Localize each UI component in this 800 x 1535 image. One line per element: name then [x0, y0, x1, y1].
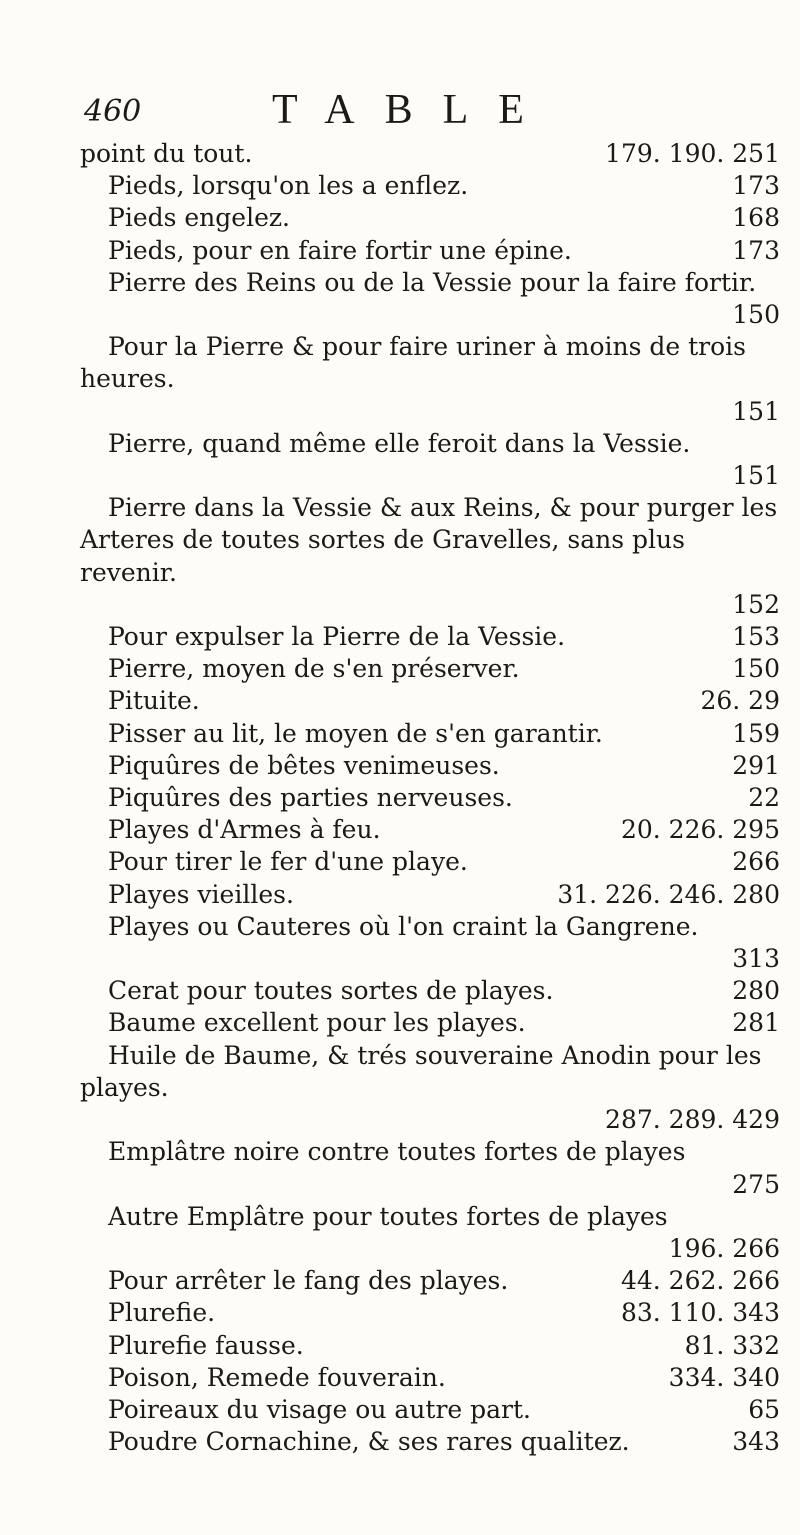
entry-text: Pour arrêter le fang des playes.	[108, 1266, 509, 1296]
entry-pages: 151	[732, 396, 780, 426]
entry-text: Pierre dans la Vessie & aux Reins, & pour purger les Arteres de toutes sortes de Gravelles, sans plus revenir.	[80, 493, 778, 587]
entry-pages: 196. 266	[668, 1233, 780, 1263]
entry-text: Playes vieilles.	[108, 879, 294, 909]
index-entry	[80, 235, 780, 267]
index-entry	[80, 653, 780, 685]
entry-text: Cerat pour toutes sortes de playes.	[108, 976, 554, 1006]
index-entry	[80, 492, 780, 621]
index-entry	[80, 267, 780, 331]
entry-text: Playes d'Armes à feu.	[108, 815, 381, 845]
entry-pages: 168	[732, 203, 780, 233]
entry-pages: 152	[732, 589, 780, 619]
index-entry	[80, 621, 780, 653]
index-entry	[80, 1297, 780, 1329]
entry-pages: 266	[732, 847, 780, 877]
entry-text: Pierre, quand même elle feroit dans la Vessie.	[108, 428, 691, 458]
entry-text: Poison, Remede fouverain.	[108, 1362, 446, 1392]
entry-pages: 159	[732, 718, 780, 748]
index-entry	[80, 1394, 780, 1426]
entry-pages: 275	[732, 1169, 780, 1199]
entry-pages: 173	[732, 171, 780, 201]
entry-pages: 334. 340	[668, 1362, 780, 1392]
index-list	[80, 138, 780, 1458]
index-entry	[80, 138, 780, 170]
entry-pages: 153	[732, 622, 780, 652]
entry-text: Pisser au lit, le moyen de s'en garantir.	[108, 718, 603, 748]
entry-text: point du tout.	[80, 139, 253, 168]
entry-pages: 81. 332	[684, 1330, 780, 1360]
entry-pages: 313	[732, 944, 780, 974]
index-entry	[80, 1040, 780, 1137]
entry-text: Poireaux du visage ou autre part.	[108, 1394, 531, 1424]
index-entry	[80, 814, 780, 846]
page-title: TABLE	[272, 87, 554, 133]
entry-text: Pour tirer le fer d'une playe.	[108, 847, 468, 877]
entry-text: Poudre Cornachine, & ses rares qualitez.	[108, 1427, 630, 1457]
entry-text: Pieds engelez.	[108, 203, 290, 233]
index-entry	[80, 1007, 780, 1039]
entry-text: Pour la Pierre & pour faire uriner à moins de trois heures.	[80, 332, 747, 394]
entry-pages: 280	[732, 976, 780, 1006]
index-entry	[80, 718, 780, 750]
index-entry	[80, 202, 780, 234]
index-entry	[80, 911, 780, 975]
entry-text: Plurefie.	[108, 1298, 216, 1328]
entry-pages: 83. 110. 343	[620, 1298, 780, 1328]
index-entry	[80, 428, 780, 492]
entry-text: Baume excellent pour les playes.	[108, 1008, 526, 1038]
entry-text: Pierre des Reins ou de la Vessie pour la faire fortir.	[108, 267, 757, 297]
entry-pages: 150	[732, 300, 780, 330]
index-entry	[80, 1136, 780, 1200]
entry-text: Plurefie fausse.	[108, 1330, 304, 1360]
entry-pages: 20. 226. 295	[620, 815, 780, 845]
entry-text: Pieds, pour en faire fortir une épine.	[108, 235, 572, 265]
page-header	[84, 88, 774, 138]
index-entry	[80, 1426, 780, 1458]
index-entry	[80, 170, 780, 202]
index-entry	[80, 685, 780, 717]
entry-pages: 26. 29	[700, 686, 780, 716]
entry-text: Piquûres des parties nerveuses.	[108, 783, 513, 813]
index-entry	[80, 331, 780, 428]
entry-pages: 22	[748, 783, 780, 813]
entry-pages: 44. 262. 266	[620, 1266, 780, 1296]
entry-text: Pour expulser la Pierre de la Vessie.	[108, 622, 566, 652]
entry-pages: 179. 190. 251	[605, 139, 780, 168]
index-entry	[80, 1362, 780, 1394]
entry-pages: 287. 289. 429	[605, 1105, 780, 1135]
index-entry	[80, 975, 780, 1007]
index-entry	[80, 750, 780, 782]
entry-pages: 151	[732, 461, 780, 491]
entry-text: Pituite.	[108, 686, 200, 716]
index-entry	[80, 1330, 780, 1362]
entry-text: Autre Emplâtre pour toutes fortes de playes	[108, 1201, 668, 1231]
page-number: 460	[84, 94, 142, 129]
entry-pages: 150	[732, 654, 780, 684]
entry-pages: 65	[748, 1394, 780, 1424]
index-entry	[80, 782, 780, 814]
entry-pages: 281	[732, 1008, 780, 1038]
entry-text: Pierre, moyen de s'en préserver.	[108, 654, 520, 684]
entry-text: Piquûres de bêtes venimeuses.	[108, 750, 500, 780]
index-entry	[80, 846, 780, 878]
entry-pages: 31. 226. 246. 280	[557, 879, 780, 909]
entry-text: Emplâtre noire contre toutes fortes de playes	[108, 1137, 686, 1167]
entry-text: Huile de Baume, & trés souveraine Anodin pour les playes.	[80, 1040, 762, 1102]
entry-text: Playes ou Cauteres où l'on craint la Gangrene.	[108, 911, 699, 941]
entry-pages: 343	[732, 1427, 780, 1457]
index-entry	[80, 1201, 780, 1265]
entry-pages: 291	[732, 750, 780, 780]
entry-pages: 173	[732, 235, 780, 265]
entry-text: Pieds, lorsqu'on les a enflez.	[108, 171, 469, 201]
index-entry	[80, 879, 780, 911]
index-entry	[80, 1265, 780, 1297]
